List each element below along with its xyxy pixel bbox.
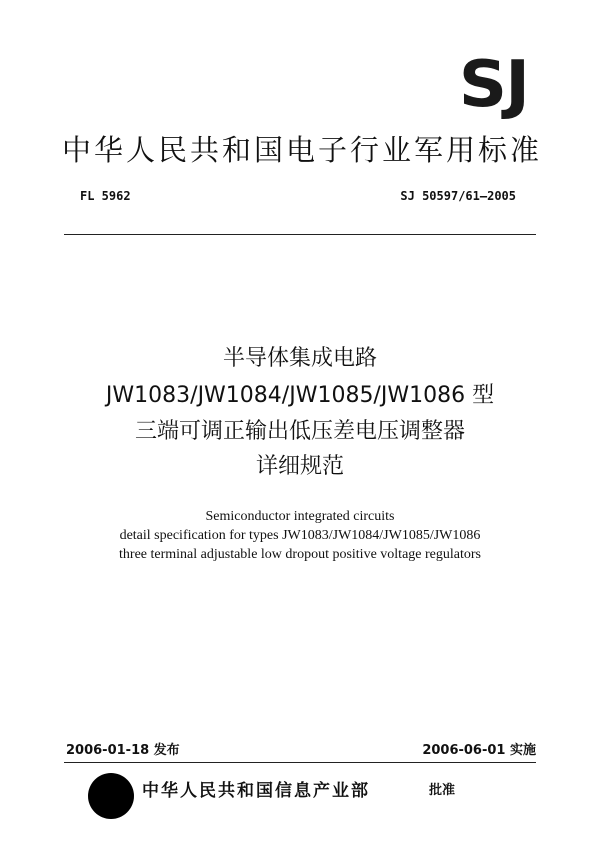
approved-label: 批准 <box>429 783 456 798</box>
approving-authority: 中华人民共和国信息产业部 <box>142 781 370 801</box>
seal-emblem <box>88 773 134 819</box>
title-en-line2: detail specification for types JW1083/JW1084/JW1085/JW1086 <box>119 528 481 543</box>
classification-code: FL 5962 <box>80 189 131 203</box>
title-en-line1: Semiconductor integrated circuits <box>205 509 395 524</box>
footer-divider <box>64 762 536 763</box>
title-cn-line2: JW1083/JW1084/JW1085/JW1086 型 <box>105 383 495 408</box>
title-cn-line4: 详细规范 <box>255 454 344 479</box>
standard-title: 中华人民共和国电子行业军用标准 <box>62 133 543 167</box>
title-cn-line3: 三端可调正输出低压差电压调整器 <box>134 419 465 444</box>
header-divider <box>64 234 536 235</box>
implementation-date: 2006-06-01 实施 <box>422 743 536 758</box>
title-en-line3: three terminal adjustable low dropout positive voltage regulators <box>119 547 481 562</box>
sj-logo: SJ <box>458 48 528 122</box>
title-cn-line1: 半导体集成电路 <box>222 346 377 371</box>
issue-date: 2006-01-18 发布 <box>66 743 180 758</box>
standard-number: SJ 50597/61—2005 <box>400 189 516 203</box>
